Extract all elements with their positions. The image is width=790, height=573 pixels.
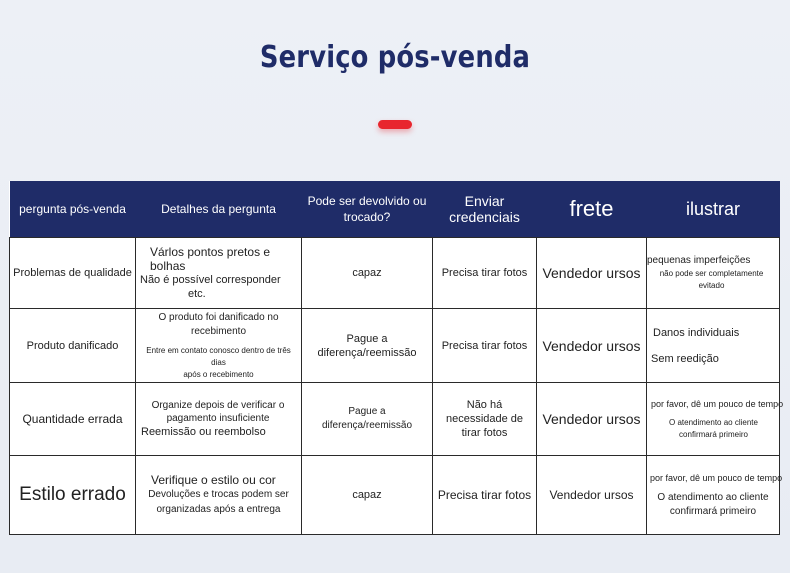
header-details: Detalhes da pergunta <box>136 181 302 238</box>
cell-returnable: capaz <box>302 238 433 309</box>
title-accent-bar <box>378 120 412 129</box>
cell-details <box>136 309 302 383</box>
cell-credentials: Precisa tirar fotos <box>433 238 537 309</box>
cell-details <box>136 238 302 309</box>
cell-details <box>136 383 302 456</box>
header-question: pergunta pós-venda <box>10 181 136 238</box>
cell-freight: Vendedor ursos <box>537 238 647 309</box>
illustrate-sub: O atendimento ao cliente <box>669 418 758 427</box>
details-sub: Não é possível corresponder <box>140 274 281 286</box>
illustrate-sub2: confirmará primeiro <box>669 506 757 517</box>
cell-freight: Vendedor ursos <box>537 309 647 383</box>
details-main: Verifique o estilo ou cor <box>151 473 276 487</box>
table-row <box>10 309 780 383</box>
details-sub: Entre em contato conosco dentro de três dias <box>146 345 291 367</box>
details-sub2: etc. <box>188 288 206 300</box>
cell-illustrate <box>647 309 780 383</box>
table-header-row <box>10 181 780 238</box>
cell-freight: Vendedor ursos <box>537 456 647 535</box>
cell-returnable: Pague a diferença/reemissão <box>302 309 433 383</box>
illustrate-main: pequenas imperfeições <box>647 255 751 266</box>
header-illustrate: ilustrar <box>647 181 780 238</box>
after-sales-table <box>9 181 784 535</box>
illustrate-main: por favor, dê um pouco de tempo <box>650 473 783 483</box>
cell-credentials: Não há necessidade de tirar fotos <box>433 383 537 456</box>
illustrate-main: Danos individuais <box>653 326 740 339</box>
details-main: O produto foi danificado no recebimento <box>158 311 279 337</box>
cell-returnable: capaz <box>302 456 433 535</box>
cell-credentials: Precisa tirar fotos <box>433 309 537 383</box>
cell-illustrate <box>647 456 783 535</box>
cell-illustrate <box>647 238 780 309</box>
cell-question: Produto danificado <box>10 309 136 383</box>
header-freight: frete <box>537 181 647 238</box>
cell-returnable: Pague a diferença/reemissão <box>302 383 433 456</box>
details-main: Várlos pontos pretos e bolhas <box>150 245 271 273</box>
cell-freight: Vendedor ursos <box>537 383 647 456</box>
table-row <box>10 456 780 535</box>
illustrate-sub2: evitado <box>698 281 725 290</box>
table-row <box>10 383 780 456</box>
page-title: Serviço pós-venda <box>259 40 531 75</box>
illustrate-sub: não pode ser completamente <box>659 269 764 278</box>
details-sub: Devoluções e trocas podem ser organizadas após a entrega <box>148 489 289 515</box>
cell-details <box>136 456 302 535</box>
details-main: Organize depois de verificar o pagamento insuficiente <box>151 400 285 424</box>
header-returnable: Pode ser devolvido ou trocado? <box>302 181 433 238</box>
illustrate-sub2: confirmará primeiro <box>679 430 748 439</box>
cell-question: Quantidade errada <box>10 383 136 456</box>
cell-credentials: Precisa tirar fotos <box>433 456 537 535</box>
header-credentials: Enviar credenciais <box>433 181 537 238</box>
details-sub2: após o recebimento <box>183 369 254 379</box>
cell-illustrate <box>647 383 784 456</box>
illustrate-sub: O atendimento ao cliente <box>657 492 769 503</box>
table-row <box>10 238 780 309</box>
details-sub: Reemissão ou reembolso <box>141 426 266 438</box>
illustrate-main: por favor, dê um pouco de tempo <box>651 399 784 409</box>
illustrate-sub: Sem reedição <box>651 352 719 365</box>
cell-question: Problemas de qualidade <box>10 238 136 309</box>
cell-question: Estilo errado <box>10 456 136 535</box>
